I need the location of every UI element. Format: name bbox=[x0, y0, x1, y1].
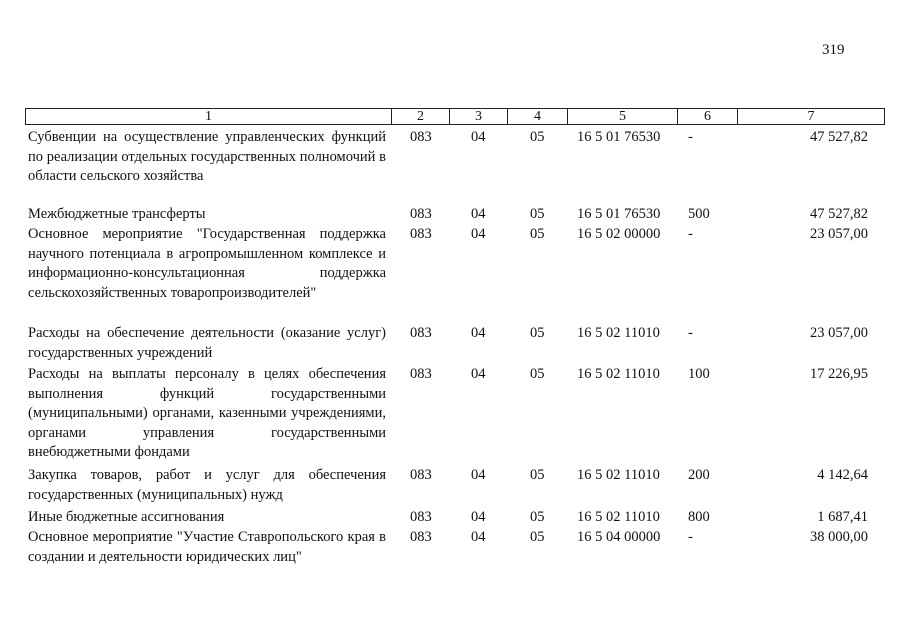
row-description: Расходы на обеспечение деятельности (оказание услуг) государственных учреждений bbox=[28, 325, 386, 361]
row-description: Закупка товаров, работ и услуг для обеспечения государственных (муниципальных) нужд bbox=[28, 467, 386, 503]
row-description: Расходы на выплаты персоналу в целях обеспечения выполнения функций государственными (муниципальными) органами, казенными учреждениями, органами управления государственными внебюджетными фондами bbox=[28, 366, 386, 460]
row-ministry-code: 083 bbox=[410, 226, 432, 242]
row-target-article: 16 5 01 76530 bbox=[577, 129, 661, 145]
row-subsection: 05 bbox=[530, 325, 545, 341]
row-section: 04 bbox=[471, 366, 486, 382]
row-section: 04 bbox=[471, 509, 486, 525]
row-section: 04 bbox=[471, 226, 486, 242]
row-amount: 1 687,41 bbox=[817, 509, 868, 525]
row-target-article: 16 5 02 00000 bbox=[577, 226, 661, 242]
row-expense-type: 800 bbox=[688, 509, 710, 525]
table-header bbox=[25, 108, 885, 125]
row-section: 04 bbox=[471, 529, 486, 545]
row-amount: 47 527,82 bbox=[810, 206, 868, 222]
row-expense-type: - bbox=[688, 529, 693, 545]
row-description: Субвенции на осуществление управленческих функций по реализации отдельных государственных полномочий в области сельского хозяйства bbox=[28, 129, 386, 184]
row-ministry-code: 083 bbox=[410, 206, 432, 222]
row-ministry-code: 083 bbox=[410, 129, 432, 145]
header-col-7: 7 bbox=[807, 109, 815, 124]
header-col-5: 5 bbox=[568, 109, 678, 124]
row-subsection: 05 bbox=[530, 206, 545, 222]
row-amount: 38 000,00 bbox=[810, 529, 868, 545]
row-subsection: 05 bbox=[530, 129, 545, 145]
row-ministry-code: 083 bbox=[410, 366, 432, 382]
row-ministry-code: 083 bbox=[410, 509, 432, 525]
row-amount: 47 527,82 bbox=[810, 129, 868, 145]
row-section: 04 bbox=[471, 325, 486, 341]
row-amount: 23 057,00 bbox=[810, 226, 868, 242]
row-subsection: 05 bbox=[530, 529, 545, 545]
row-ministry-code: 083 bbox=[410, 325, 432, 341]
row-expense-type: 200 bbox=[688, 467, 710, 483]
row-target-article: 16 5 04 00000 bbox=[577, 529, 661, 545]
row-description: Основное мероприятие "Государственная поддержка научного потенциала в агропромышленном комплексе и информационно-консультационная поддержка сельскохозяйственных товаропроизводителей" bbox=[28, 226, 386, 301]
row-amount: 4 142,64 bbox=[817, 467, 868, 483]
row-expense-type: - bbox=[688, 226, 693, 242]
header-col-6: 6 bbox=[678, 109, 738, 124]
row-target-article: 16 5 02 11010 bbox=[577, 509, 660, 525]
row-section: 04 bbox=[471, 467, 486, 483]
row-amount: 23 057,00 bbox=[810, 325, 868, 341]
row-expense-type: - bbox=[688, 325, 693, 341]
header-col-4: 4 bbox=[508, 109, 568, 124]
row-subsection: 05 bbox=[530, 226, 545, 242]
row-target-article: 16 5 02 11010 bbox=[577, 366, 660, 382]
row-ministry-code: 083 bbox=[410, 529, 432, 545]
row-description: Межбюджетные трансферты bbox=[28, 206, 206, 222]
header-col-1: 1 bbox=[26, 109, 392, 124]
row-amount: 17 226,95 bbox=[810, 366, 868, 382]
header-col-2: 2 bbox=[392, 109, 450, 124]
header-col-3: 3 bbox=[450, 109, 508, 124]
row-section: 04 bbox=[471, 129, 486, 145]
row-description: Основное мероприятие "Участие Ставропольского края в создании и деятельности юридических лиц" bbox=[28, 529, 386, 565]
row-target-article: 16 5 02 11010 bbox=[577, 325, 660, 341]
row-expense-type: 500 bbox=[688, 206, 710, 222]
row-target-article: 16 5 01 76530 bbox=[577, 206, 661, 222]
row-subsection: 05 bbox=[530, 467, 545, 483]
row-target-article: 16 5 02 11010 bbox=[577, 467, 660, 483]
page-number: 319 bbox=[822, 42, 845, 58]
row-description: Иные бюджетные ассигнования bbox=[28, 509, 225, 525]
row-ministry-code: 083 bbox=[410, 467, 432, 483]
row-expense-type: - bbox=[688, 129, 693, 145]
row-subsection: 05 bbox=[530, 366, 545, 382]
row-subsection: 05 bbox=[530, 509, 545, 525]
row-expense-type: 100 bbox=[688, 366, 710, 382]
row-section: 04 bbox=[471, 206, 486, 222]
